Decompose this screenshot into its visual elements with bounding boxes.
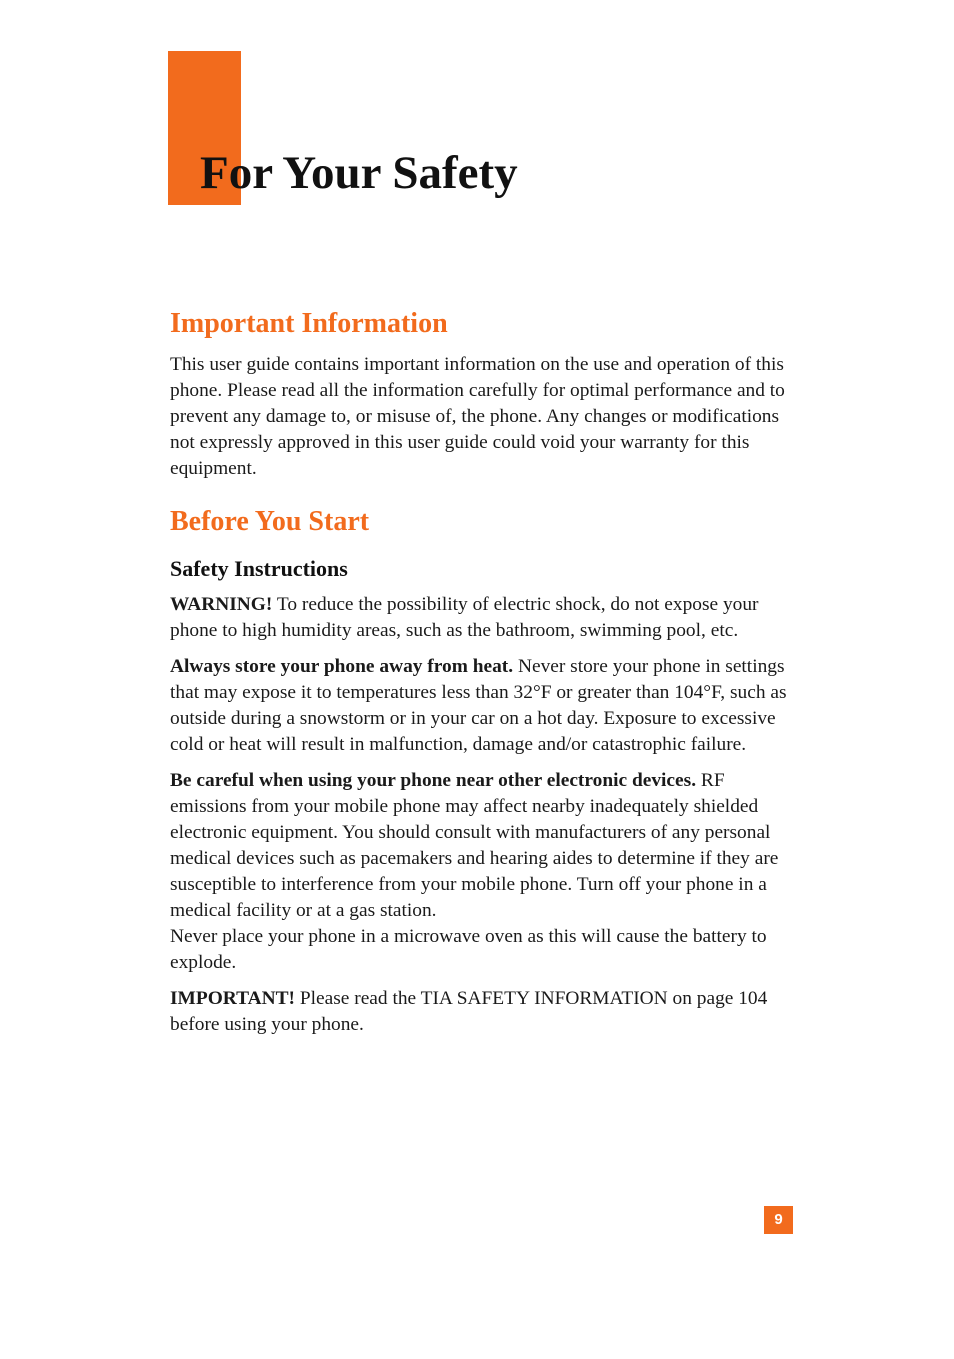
- heat-paragraph: [170, 654, 800, 758]
- warning-paragraph: [170, 592, 800, 644]
- heat-text: Never store your phone in settings that may expose it to temperatures less than 32°F or greater than 104°F, such as outside during a snowstorm or in your car on a hot day. Exposure to excessive cold or heat will result in malfunction, damage and/or catastrophic failure.: [170, 656, 787, 755]
- important-information-heading: Important Information: [170, 308, 448, 339]
- page-content: [170, 306, 800, 1038]
- electronic-devices-paragraph: [170, 768, 800, 976]
- important-information-body: This user guide contains important information on the use and operation of this phone. Please read all the information carefully for optimal performance and to prevent any damage to, or misuse of, the phone. Any changes or modifications not expressly approved in this user guide could void your warranty for this equipment.: [170, 354, 785, 479]
- heat-lead: Always store your phone away from heat.: [170, 656, 514, 677]
- warning-text: To reduce the possibility of electric shock, do not expose your phone to high humidity areas, such as the bathroom, swimming pool, etc.: [170, 594, 759, 641]
- safety-instructions-heading: Safety Instructions: [170, 556, 348, 581]
- electronic-devices-text: RF emissions from your mobile phone may affect nearby inadequately shielded electronic equipment. You should consult with manufacturers of any personal medical devices such as pacemakers and hearing aides to determine if they are susceptible to interference from your mobile phone. Turn off your phone in a medical facility or at a gas station.: [170, 770, 779, 921]
- important-text: Please read the TIA SAFETY INFORMATION on page 104 before using your phone.: [170, 988, 768, 1035]
- electronic-devices-lead: Be careful when using your phone near other electronic devices.: [170, 770, 697, 791]
- warning-lead: WARNING!: [170, 594, 273, 615]
- page-number-badge: 9: [764, 1206, 793, 1234]
- important-lead: IMPORTANT!: [170, 988, 295, 1009]
- before-you-start-heading: Before You Start: [170, 506, 370, 537]
- important-paragraph: [170, 986, 800, 1038]
- page-title: For Your Safety: [200, 147, 518, 199]
- microwave-text: Never place your phone in a microwave oven as this will cause the battery to explode.: [170, 926, 767, 973]
